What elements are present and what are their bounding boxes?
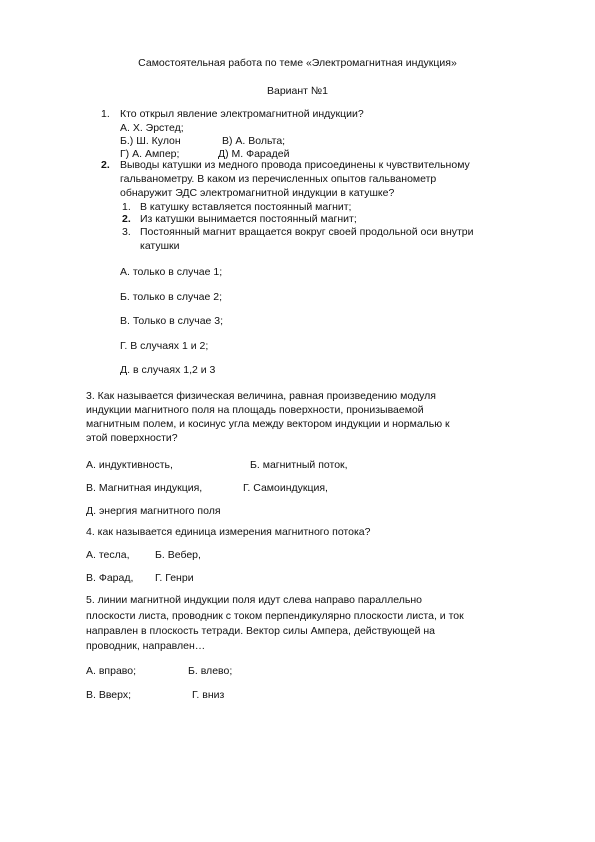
question-3-option-a: А. индуктивность,: [86, 459, 173, 471]
question-2-text-line: Выводы катушки из медного провода присоединены к чувствительному: [120, 159, 470, 171]
case-2-number: 2.: [122, 213, 131, 225]
question-3-option-d: Д. энергия магнитного поля: [86, 505, 221, 517]
question-4-option-b: Б. Вебер,: [155, 549, 201, 561]
question-3-text-line: 3. Как называется физическая величина, равная произведению модуля: [86, 390, 436, 402]
question-3-option-v: В. Магнитная индукция,: [86, 482, 203, 494]
question-2-option-b: Б. только в случае 2;: [120, 291, 223, 303]
question-3-text-line: этой поверхности?: [86, 432, 178, 444]
question-1-number: 1.: [101, 108, 110, 120]
question-4-option-v: В. Фарад,: [86, 572, 134, 584]
question-2-number: 2.: [101, 159, 110, 171]
question-3-text-line: индукции магнитного поля на площадь поверхности, пронизываемой: [86, 404, 424, 416]
question-1-option-v: В) А. Вольта;: [222, 135, 286, 147]
case-1-number: 1.: [122, 201, 131, 213]
question-1-option-g: Г) А. Ампер;: [120, 148, 180, 160]
question-3-option-g: Г. Самоиндукция,: [243, 482, 328, 494]
question-5-option-a: А. вправо;: [86, 665, 136, 677]
case-3-number: 3.: [122, 226, 131, 238]
question-1-text: Кто открыл явление электромагнитной индукции?: [120, 108, 364, 120]
question-4-option-g: Г. Генри: [155, 572, 194, 584]
question-2-option-v: В. Только в случае 3;: [120, 315, 224, 327]
question-4-text: 4. как называется единица измерения магнитного потока?: [86, 526, 371, 538]
case-3-text: катушки: [140, 240, 180, 252]
case-1-text: В катушку вставляется постоянный магнит;: [140, 201, 352, 213]
question-5-option-b: Б. влево;: [188, 665, 233, 677]
question-5-text-line: направлен в плоскость тетради. Вектор силы Ампера, действующей на: [86, 625, 435, 637]
worksheet-title: Самостоятельная работа по теме «Электромагнитная индукция»: [138, 57, 457, 69]
variant-label: Вариант №1: [266, 85, 329, 97]
question-2-option-d: Д. в случаях 1,2 и 3: [120, 364, 216, 376]
question-4-option-a: А. тесла,: [86, 549, 130, 561]
question-3-text-line: магнитным полем, и косинус угла между вектором индукции и нормалью к: [86, 418, 450, 430]
question-5-text-line: проводник, направлен…: [86, 640, 206, 652]
question-5-text-line: 5. линии магнитной индукции поля идут слева направо параллельно: [86, 594, 423, 606]
case-2-text: Из катушки вынимается постоянный магнит;: [140, 213, 357, 225]
question-2-option-g: Г. В случаях 1 и 2;: [120, 340, 209, 352]
question-5-text-line: плоскости листа, проводник с током перпендикулярно плоскости листа, и ток: [86, 610, 464, 622]
question-1-option-a: А. Х. Эрстед;: [120, 122, 184, 134]
question-5-option-v: В. Вверх;: [86, 689, 132, 701]
question-2-option-a: А. только в случае 1;: [120, 266, 223, 278]
question-1-option-d: Д) М. Фарадей: [218, 148, 290, 160]
question-2-text-line: обнаружит ЭДС электромагнитной индукции в катушке?: [120, 187, 395, 199]
question-5-option-g: Г. вниз: [192, 689, 225, 701]
question-3-option-b: Б. магнитный поток,: [250, 459, 348, 471]
question-2-text-line: гальванометру. В каком из перечисленных опытов гальванометр: [120, 173, 437, 185]
question-1-option-b: Б.) Ш. Кулон: [120, 135, 181, 147]
case-3-text: Постоянный магнит вращается вокруг своей продольной оси внутри: [140, 226, 474, 238]
